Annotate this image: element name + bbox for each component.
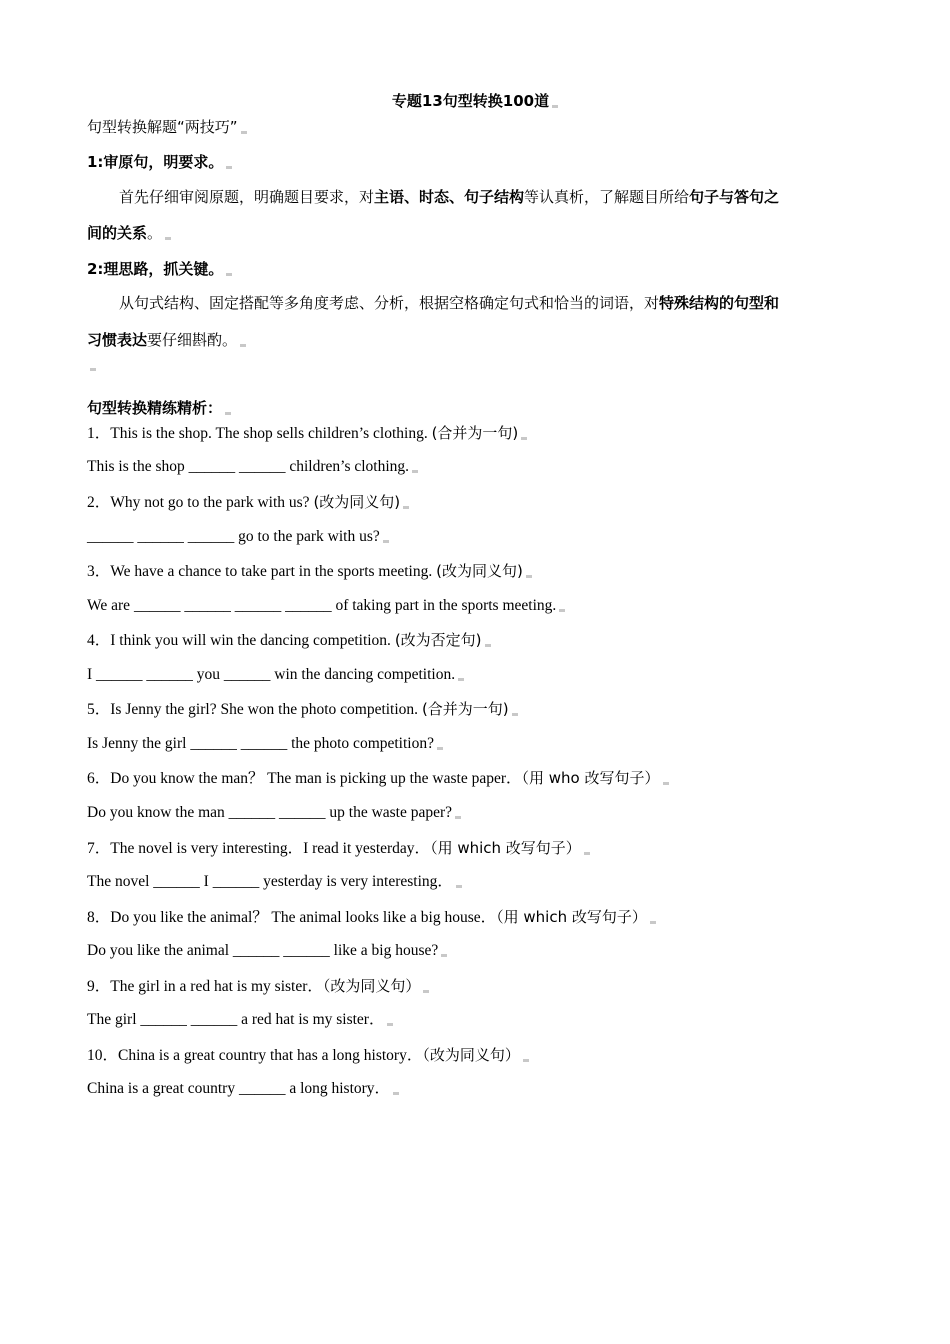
paragraph-mark — [663, 782, 669, 785]
question-7: 7．The novel is very interesting．I read it yesterday．（用 which 改写句子） — [87, 838, 867, 859]
paragraph-mark — [485, 644, 491, 647]
paragraph-mark — [552, 105, 558, 108]
answer-2: ______ ______ ______ go to the park with us? — [87, 527, 867, 547]
tip2-paragraph-line2: 习惯表达要仔细斟酌。 — [87, 330, 867, 350]
paragraph-mark — [526, 575, 532, 578]
paragraph-mark — [423, 990, 429, 993]
paragraph-mark — [521, 437, 527, 440]
answer-5: Is Jenny the girl ______ ______ the photo competition? — [87, 734, 867, 754]
paragraph-mark — [441, 954, 447, 957]
paragraph-mark — [412, 470, 418, 473]
paragraph-mark — [226, 166, 232, 169]
paragraph-mark — [225, 412, 231, 415]
intro-line: 句型转换解题“两技巧” — [87, 117, 867, 137]
question-6: 6．Do you know the man？ The man is picking up the waste paper．（用 who 改写句子） — [87, 768, 867, 789]
question-8: 8．Do you like the animal？ The animal looks like a big house．（用 which 改写句子） — [87, 907, 867, 928]
paragraph-mark — [584, 852, 590, 855]
empty-paragraph — [87, 354, 867, 374]
answer-7: The novel ______ I ______ yesterday is very interesting． — [87, 872, 867, 892]
tip1-paragraph-line1: 首先仔细审阅原题，明确题目要求，对主语、时态、句子结构等认真析，了解题目所给句子与答句之 — [119, 188, 780, 206]
paragraph-mark — [165, 237, 171, 240]
question-2: 2．Why not go to the park with us? (改为同义句) — [87, 492, 867, 513]
answer-4: I ______ ______ you ______ win the dancing competition. — [87, 665, 867, 685]
paragraph-mark — [523, 1059, 529, 1062]
answer-6: Do you know the man ______ ______ up the waste paper? — [87, 803, 867, 823]
paragraph-mark — [437, 747, 443, 750]
paragraph-mark — [387, 1023, 393, 1026]
paragraph-mark — [458, 678, 464, 681]
question-5: 5．Is Jenny the girl? She won the photo competition. (合并为一句) — [87, 699, 867, 720]
tip1-paragraph-line2: 间的关系。 — [87, 223, 867, 243]
answer-1: This is the shop ______ ______ children’s clothing. — [87, 457, 867, 477]
paragraph-mark — [512, 713, 518, 716]
paragraph-mark — [240, 344, 246, 347]
answer-9: The girl ______ ______ a red hat is my sister． — [87, 1010, 867, 1030]
paragraph-mark — [650, 921, 656, 924]
paragraph-mark — [393, 1092, 399, 1095]
paragraph-mark — [226, 273, 232, 276]
question-3: 3．We have a chance to take part in the sports meeting. (改为同义句) — [87, 561, 867, 582]
paragraph-mark — [559, 609, 565, 612]
question-4: 4．I think you will win the dancing competition. (改为否定句) — [87, 630, 867, 651]
answer-10: China is a great country ______ a long history． — [87, 1079, 867, 1099]
answer-8: Do you like the animal ______ ______ like a big house? — [87, 941, 867, 961]
section-heading: 句型转换精练精析： — [87, 398, 867, 418]
paragraph-mark — [456, 885, 462, 888]
tip2-paragraph-line1: 从句式结构、固定搭配等多角度考虑、分析，根据空格确定句式和恰当的词语，对特殊结构的句型和 — [119, 294, 780, 312]
paragraph-mark — [403, 506, 409, 509]
answer-3: We are ______ ______ ______ ______ of taking part in the sports meeting. — [87, 596, 867, 616]
tip1-heading: 1:审原句，明要求。 — [87, 152, 867, 172]
paragraph-mark — [383, 540, 389, 543]
tip2-heading: 2:理思路，抓关键。 — [87, 259, 867, 279]
page-title: 专题13句型转换100道 — [0, 90, 950, 111]
question-9: 9．The girl in a red hat is my sister．（改为同义句） — [87, 976, 867, 997]
question-1: 1．This is the shop. The shop sells children’s clothing. (合并为一句) — [87, 423, 867, 444]
paragraph-mark — [90, 368, 96, 371]
paragraph-mark — [455, 816, 461, 819]
question-10: 10．China is a great country that has a long history．（改为同义句） — [87, 1045, 867, 1066]
paragraph-mark — [241, 131, 247, 134]
